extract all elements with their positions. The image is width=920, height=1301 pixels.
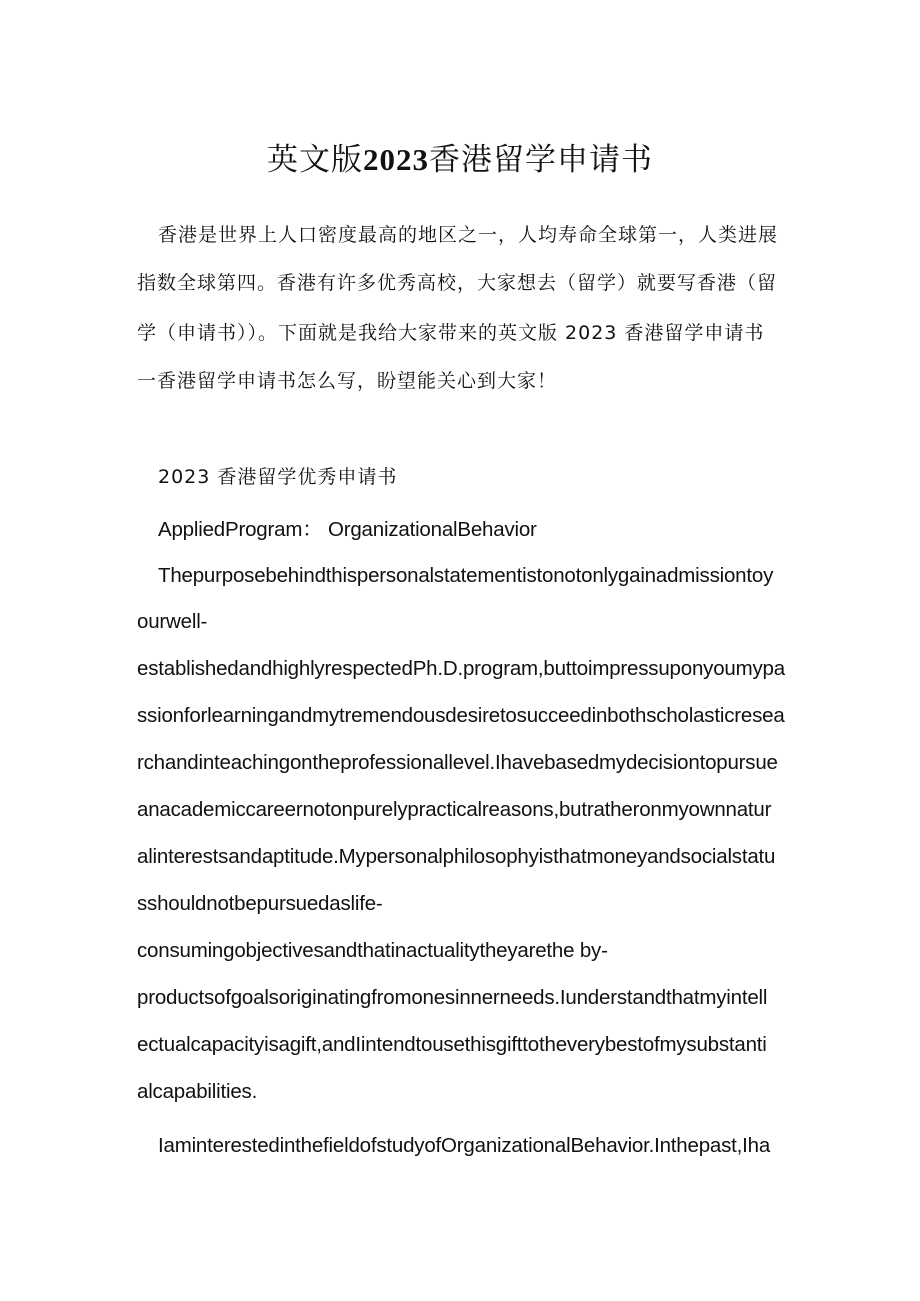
body-line-4: ssionforlearningandmytremendousdesiretosucceedinbothscholasticresea [137, 704, 785, 727]
intro-line-2: 指数全球第四。香港有许多优秀高校，大家想去（留学）就要写香港（留 [137, 272, 778, 294]
body-line-12: alcapabilities. [137, 1080, 258, 1103]
body-line-11: ectualcapacityisagift,andIintendtousethisgifttotheverybestofmysubstanti [137, 1033, 767, 1056]
body-line-1: Thepurposebehindthispersonalstatementistonotonlygainadmissiontoy [158, 564, 774, 587]
applied-program: AppliedProgram： OrganizationalBehavior [158, 518, 537, 541]
title-suffix: 香港留学申请书 [429, 142, 653, 178]
title-year: 2023 [363, 142, 429, 177]
body-line-8: sshouldnotbepursuedaslife- [137, 892, 383, 915]
intro-line-1: 香港是世界上人口密度最高的地区之一，人均寿命全球第一，人类进展 [158, 224, 779, 246]
next-paragraph-line: IaminterestedinthefieldofstudyofOrganizationalBehavior.Inthepast,Iha [158, 1134, 771, 1157]
section-heading: 2023 香港留学优秀申请书 [158, 466, 398, 488]
body-line-2: ourwell- [137, 610, 208, 633]
body-line-10: productsofgoalsoriginatingfromonesinnerneeds.Iunderstandthatmyintell [137, 986, 768, 1009]
body-line-9: consumingobjectivesandthatinactualitytheyarethe by- [137, 939, 608, 962]
body-line-3: establishedandhighlyrespectedPh.D.program,buttoimpressuponyoumypa [137, 657, 785, 680]
body-line-6: anacademiccareernotonpurelypracticalreasons,butratheronmyownnatur [137, 798, 772, 821]
intro-line-4: 一香港留学申请书怎么写，盼望能关心到大家！ [137, 370, 558, 392]
body-line-5: rchandinteachingontheprofessionallevel.Ihavebasedmydecisiontopursue [137, 751, 778, 774]
body-line-7: alinterestsandaptitude.Mypersonalphilosophyisthatmoneyandsocialstatu [137, 845, 776, 868]
intro-line-3: 学（申请书））。下面就是我给大家带来的英文版 2023 香港留学申请书 [137, 322, 765, 344]
document-title [0, 136, 920, 184]
title-prefix: 英文版 [267, 142, 363, 178]
